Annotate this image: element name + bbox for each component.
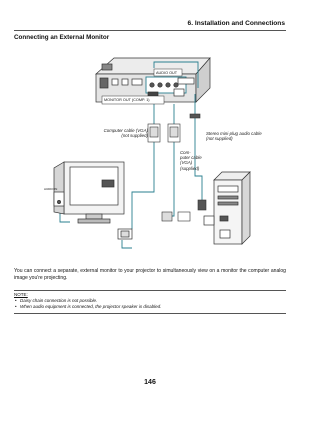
note-item: • When audio equipment is connected, the projector speaker is disabled. bbox=[14, 304, 286, 310]
audio-out-label: AUDIO OUT bbox=[156, 71, 178, 75]
monitor-out-label: MONITOR OUT (COMP. 1) bbox=[104, 98, 150, 102]
note-box bbox=[14, 292, 286, 310]
page-number: 146 bbox=[144, 379, 156, 386]
computer-cable-caption: Com- puter cable (VGA) (supplied) bbox=[180, 150, 202, 171]
note-heading: NOTE: bbox=[14, 292, 28, 297]
audio-in-label: AUDIO IN bbox=[44, 187, 58, 191]
section-title: Connecting an External Monitor bbox=[14, 34, 110, 41]
note-list bbox=[14, 298, 286, 310]
computer-tower-illustration bbox=[204, 172, 250, 244]
body-paragraph: You can connect a separate, external monitor to your projector to simultaneously view on a monitor the computer analog image you're projecting. bbox=[14, 268, 286, 282]
projector-illustration bbox=[96, 58, 210, 102]
note-bottom-rule bbox=[14, 313, 286, 314]
monitor-illustration bbox=[54, 162, 132, 239]
chapter-title: 6. Installation and Connections bbox=[187, 20, 285, 27]
note-item: • Daisy chain connection is not possible. bbox=[14, 298, 286, 304]
header-rule bbox=[14, 30, 286, 31]
connection-diagram bbox=[14, 44, 286, 266]
audio-cable-caption: Stereo mini-plug audio cable (not supplied) bbox=[206, 131, 262, 142]
note-top-rule bbox=[14, 290, 286, 291]
vga-cable-caption: Computer cable (VGA) (not supplied) bbox=[103, 128, 148, 139]
